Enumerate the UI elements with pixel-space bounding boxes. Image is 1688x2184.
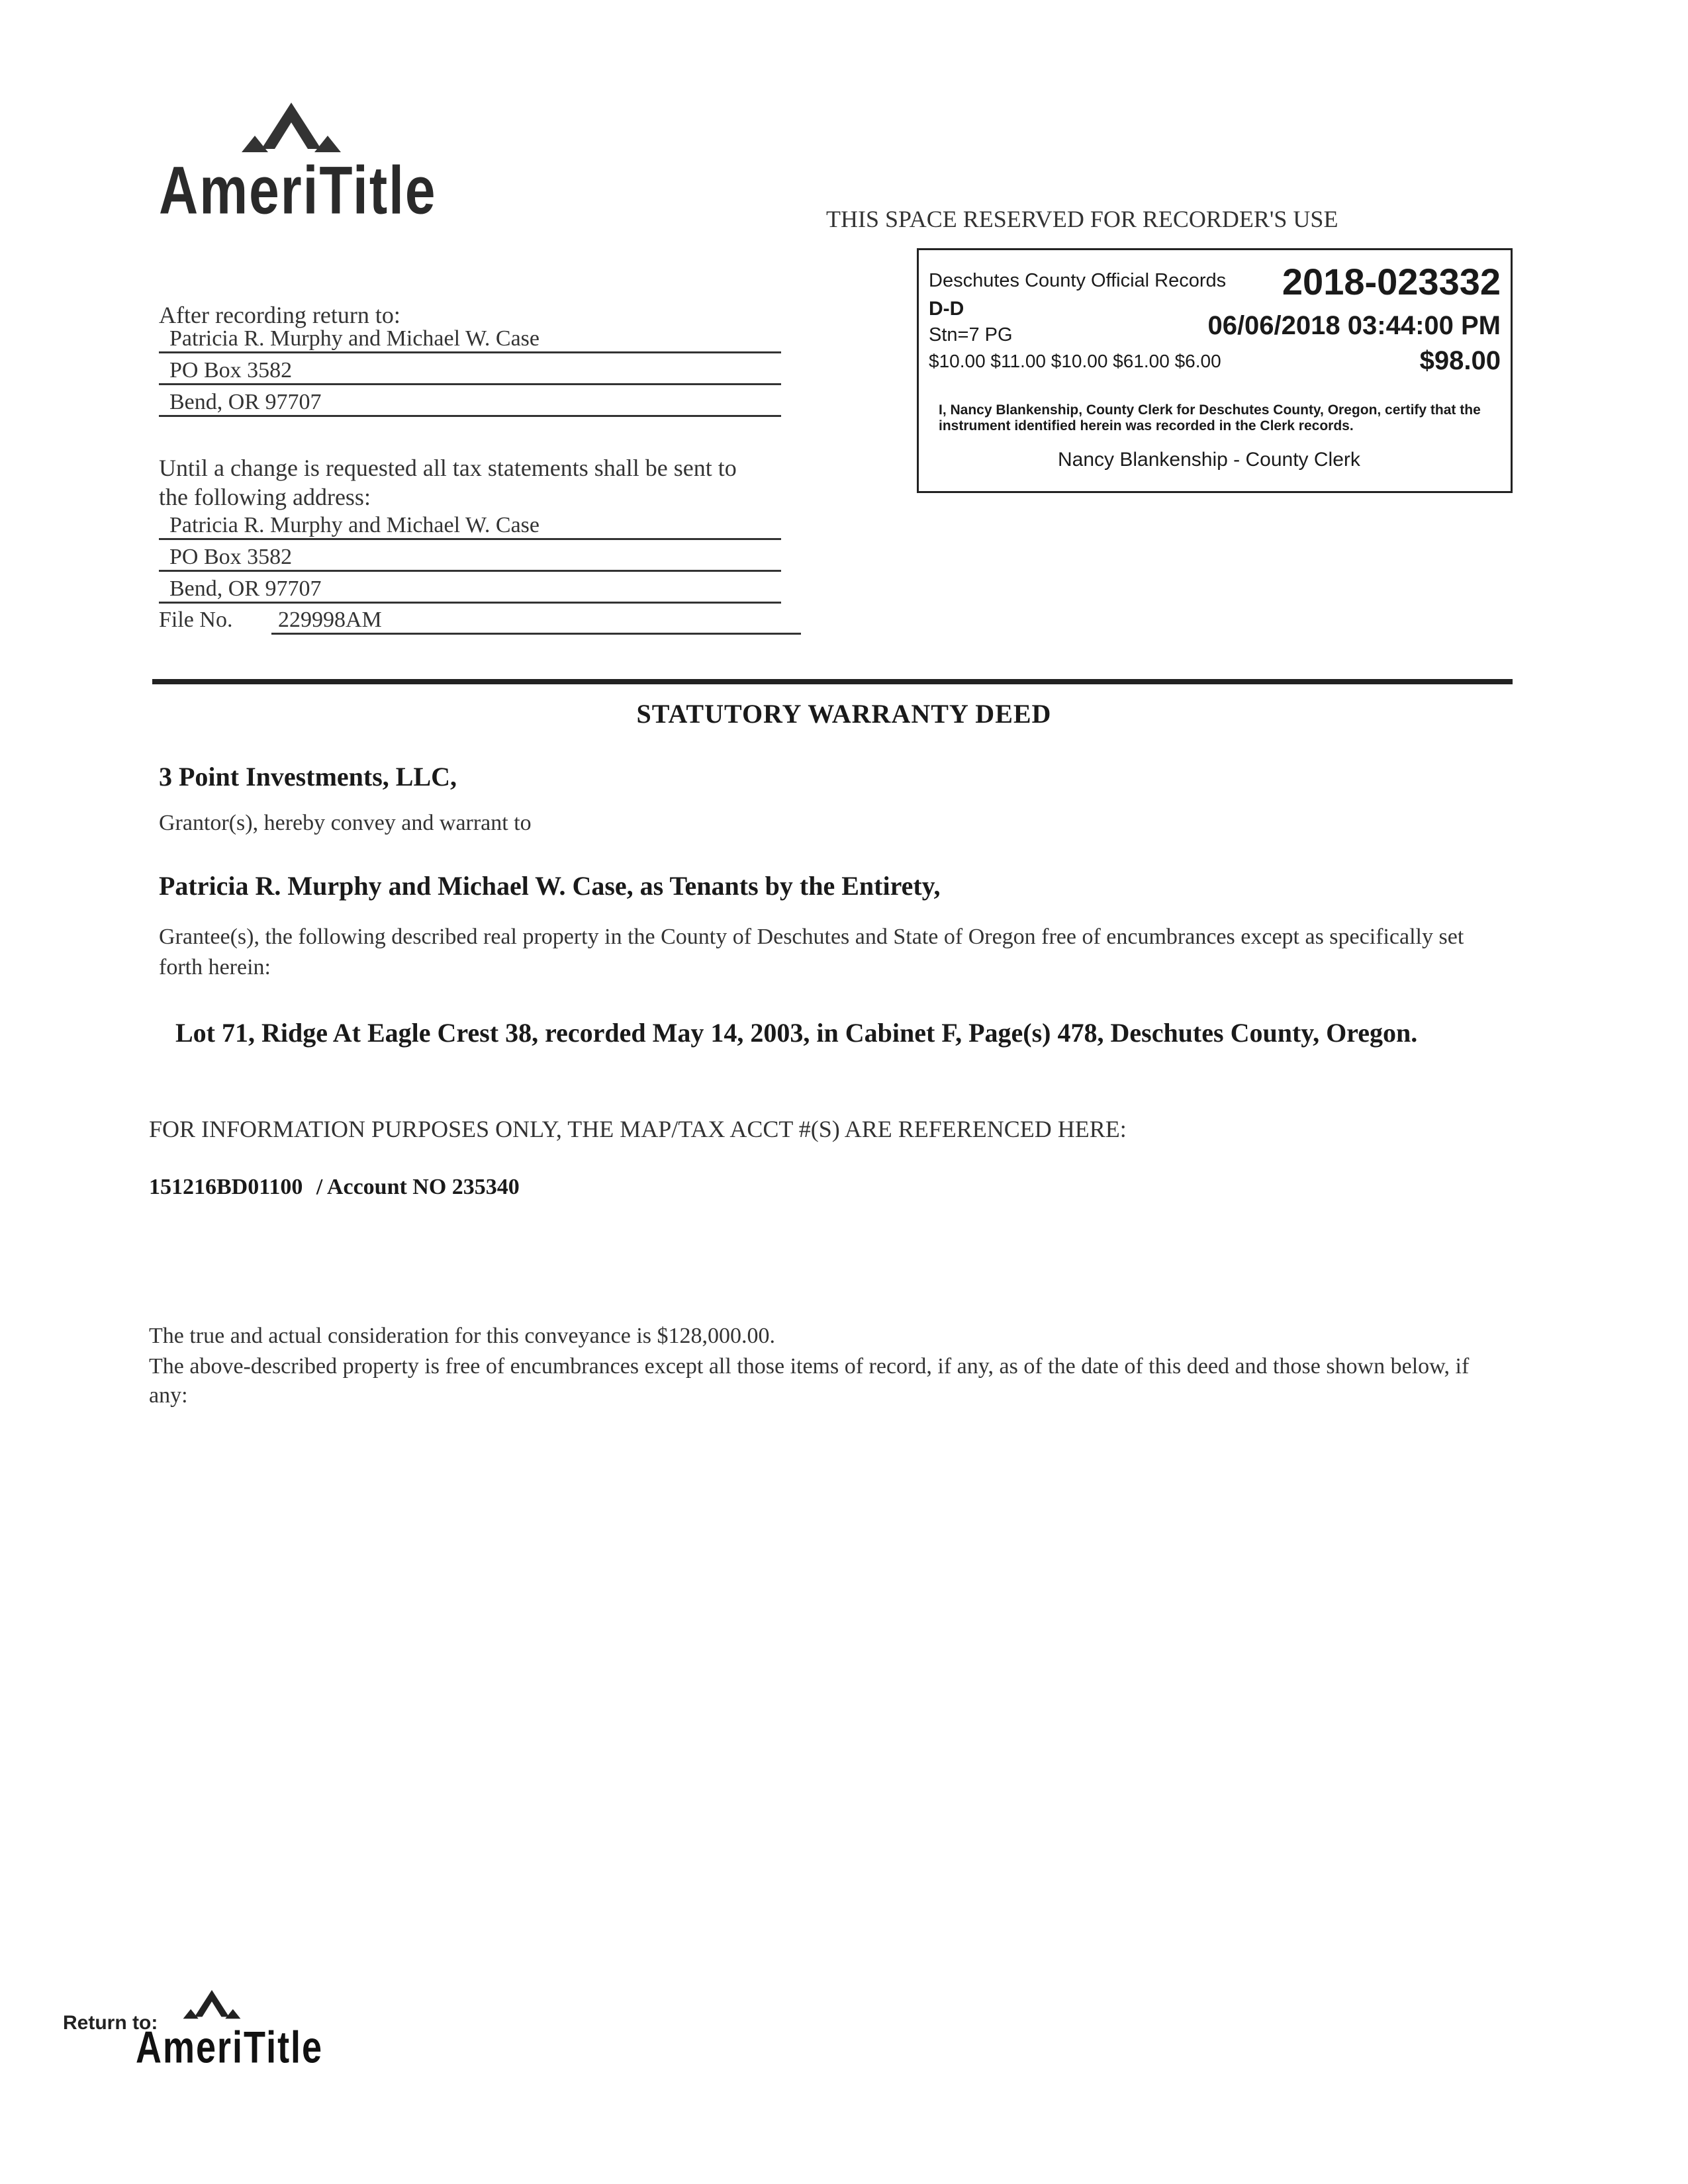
tax-line-2: PO Box 3582 <box>159 545 781 572</box>
logo-emblem-icon <box>228 99 354 159</box>
grantor-name: 3 Point Investments, LLC, <box>159 762 457 792</box>
encumbrances-statement: The above-described property is free of encumbrances except all those items of record, if any, as of the date of this deed and those shown below, if any: <box>149 1354 1470 1408</box>
doc-type: D-D <box>929 298 964 320</box>
section-divider <box>152 679 1513 684</box>
footer-return-label: Return to: <box>63 2012 158 2034</box>
return-label: After recording return to: <box>159 302 400 328</box>
recorder-stamp <box>917 248 1513 493</box>
legal-description: Lot 71, Ridge At Eagle Crest 38, recorded May 14, 2003, in Cabinet F, Page(s) 478, Deschutes County, Oregon. <box>175 1018 1418 1048</box>
grantee-name: Patricia R. Murphy and Michael W. Case, as Tenants by the Entirety, <box>159 871 941 901</box>
footer-return-logo <box>63 1985 354 2098</box>
account-number: / Account NO 235340 <box>316 1175 520 1199</box>
record-datetime: 06/06/2018 03:44:00 PM <box>1207 311 1501 340</box>
record-number: 2018-023332 <box>1282 261 1501 302</box>
grantor-clause: Grantor(s), hereby convey and warrant to <box>159 811 532 835</box>
clerk-certification: I, Nancy Blankenship, County Clerk for Deschutes County, Oregon, certify that the instrument identified herein was recorded in the Clerk records. <box>939 402 1481 433</box>
file-no <box>159 608 801 635</box>
grantee-clause: Grantee(s), the following described real property in the County of Deschutes and State of Oregon free of encumbrances except as specifically set forth herein: <box>159 925 1464 979</box>
station-label: Stn=7 PG <box>929 324 1013 345</box>
map-tax-account <box>149 1175 520 1200</box>
return-line-3: Bend, OR 97707 <box>159 390 781 417</box>
ameritittle-logo <box>159 99 450 232</box>
clerk-name: Nancy Blankenship - County Clerk <box>1058 449 1360 471</box>
fee-breakdown: $10.00 $11.00 $10.00 $61.00 $6.00 <box>929 351 1221 371</box>
tax-line-1: Patricia R. Murphy and Michael W. Case <box>159 513 781 540</box>
county-records-label: Deschutes County Official Records <box>929 270 1227 291</box>
return-line-2: PO Box 3582 <box>159 358 781 385</box>
info-heading: FOR INFORMATION PURPOSES ONLY, THE MAP/TAX ACCT #(S) ARE REFERENCED HERE: <box>149 1116 1127 1142</box>
footer-logo-emblem-icon <box>175 1985 248 2025</box>
deed-title: STATUTORY WARRANTY DEED <box>636 699 1052 729</box>
map-tax-number: 151216BD01100 <box>149 1175 303 1199</box>
footer-logo-wordmark: AmeriTitle <box>136 2023 324 2073</box>
consideration-statement: The true and actual consideration for this conveyance is $128,000.00. <box>149 1324 776 1348</box>
tax-line-3: Bend, OR 97707 <box>159 576 781 604</box>
file-no-label: File No. <box>159 608 233 632</box>
fee-total: $98.00 <box>1419 346 1501 375</box>
return-line-1: Patricia R. Murphy and Michael W. Case <box>159 326 781 353</box>
file-no-value: 229998AM <box>271 608 801 635</box>
tax-label: Until a change is requested all tax statements shall be sent to the following address: <box>159 455 737 510</box>
recorder-heading: THIS SPACE RESERVED FOR RECORDER'S USE <box>826 206 1338 232</box>
logo-wordmark: AmeriTitle <box>159 153 437 228</box>
